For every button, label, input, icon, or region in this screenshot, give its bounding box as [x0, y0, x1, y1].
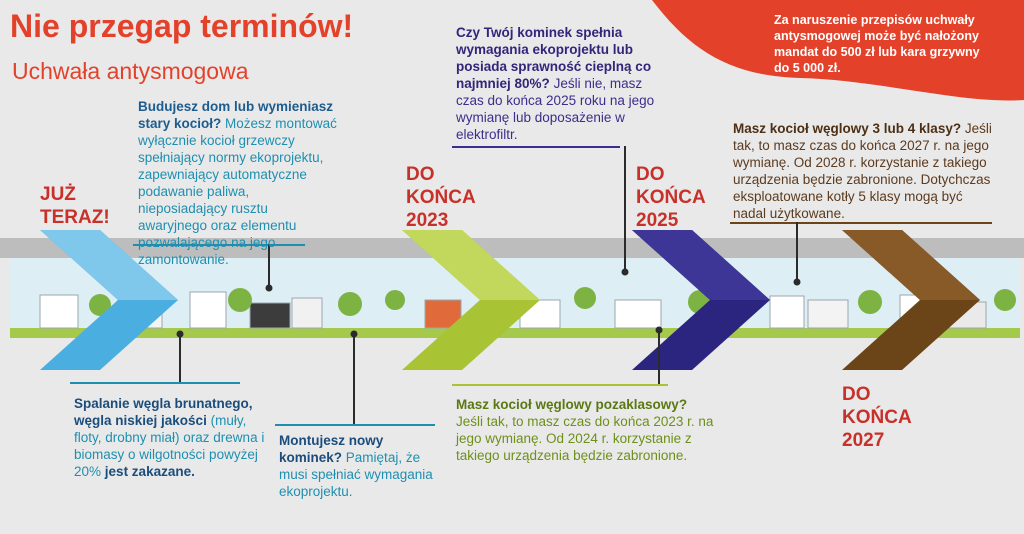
info-new-boiler	[138, 98, 338, 268]
info-new-boiler-heading: Budujesz dom lub wymieniasz stary kocioł?	[138, 99, 334, 131]
warning-text: Za naruszenie przepisów uchwały antysmogowej może być nałożony mandat do 500 zł lub kara grzywny do 5 000 zł.	[774, 13, 980, 75]
info-coal-class-heading: Masz kocioł węglowy 3 lub 4 klasy?	[733, 121, 962, 136]
info-new-fireplace	[279, 432, 449, 500]
info-coal-nonclass	[456, 396, 716, 464]
info-burning-ban	[74, 395, 274, 480]
info-fireplace-eco-heading: Czy Twój kominek spełnia wymagania ekoprojektu lub posiada sprawność cieplną co najmniej 80%?	[456, 25, 652, 91]
milestone-2025: DO KOŃCA 2025	[636, 164, 705, 231]
info-new-boiler-body: Możesz montować wyłącznie kocioł grzewczy spełniający normy ekoprojektu, zapewniający automatyczne podawanie paliwa, nieposiadający rusztu awaryjnego oraz elementu pozwalającego na jego zamontowanie.	[138, 116, 337, 267]
info-coal-nonclass-body: Jeśli tak, to masz czas do końca 2023 r. na jego wymianę. Od 2024 r. korzystanie z takiego urządzenia będzie zabronione.	[456, 414, 714, 463]
info-coal-class-body: Jeśli tak, to masz czas do końca 2027 r. na jego wymianę. Od 2028 r. korzystanie z takiego urządzenia będzie zabronione. Dotychczas eksploatowane kotły 5 klasy mogą być nadal użytkowane.	[733, 121, 992, 221]
info-fireplace-eco-body: Jeśli nie, masz czas do końca 2025 roku na jego wymianę lub doposażenie w elektrofiltr.	[456, 76, 655, 142]
milestone-2027: DO KOŃCA 2027	[842, 384, 911, 451]
info-burning-tail: jest zakazane.	[104, 464, 195, 479]
info-new-fireplace-heading: Montujesz nowy kominek?	[279, 433, 384, 465]
info-burning-body: (muły, floty, drobny miał) oraz drewna i biomasy o wilgotności powyżej 20%	[74, 413, 265, 479]
milestone-2023: DO KOŃCA 2023	[406, 164, 475, 231]
info-coal-nonclass-heading: Masz kocioł węglowy pozaklasowy?	[456, 397, 688, 412]
page-subtitle: Uchwała antysmogowa	[12, 58, 249, 84]
milestone-now: JUŻ TERAZ!	[40, 184, 110, 228]
page-title: Nie przegap terminów!	[10, 8, 354, 44]
info-new-fireplace-body: Pamiętaj, że musi spełniać wymagania ekoprojektu.	[279, 450, 433, 499]
info-coal-class	[733, 120, 995, 222]
info-burning-heading: Spalanie węgla brunatnego, węgla niskiej jakości	[74, 396, 253, 428]
info-fireplace-eco	[456, 24, 670, 143]
